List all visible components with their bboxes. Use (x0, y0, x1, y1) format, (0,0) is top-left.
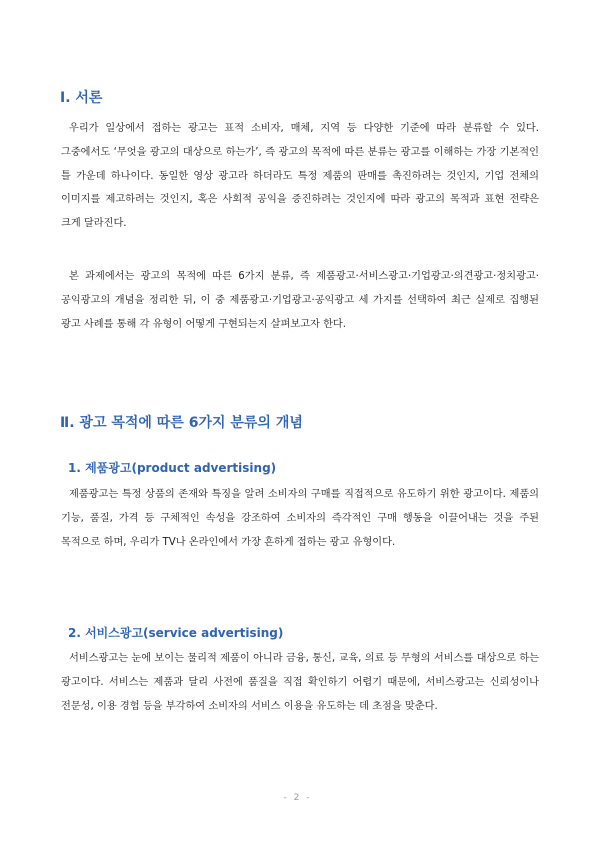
subsection-heading-service-ad: 2. 서비스광고(service advertising) (68, 626, 284, 640)
page-number: - 2 - (283, 793, 312, 803)
section-heading-classification: Ⅱ. 광고 목적에 따른 6가지 분류의 개념 (60, 415, 303, 431)
service-ad-paragraph: 서비스광고는 눈에 보이는 물리적 제품이 아니라 금융, 통신, 교육, 의료 등 무형의 서비스를 대상으로 하는 광고이다. 서비스는 제품과 달리 사전에 품질을 직접 확인하기 어렵기 때문에, 서비스광고는 신뢰성이나 전문성, 이용 경험 등을 부각하여 소비자의 서비스 이용을 유도하는 데 초점을 맞춘다. (61, 653, 539, 712)
intro-paragraph-1: 우리가 일상에서 접하는 광고는 표적 소비자, 매체, 지역 등 다양한 기준에 따라 분류할 수 있다. 그중에서도 ‘무엇을 광고의 대상으로 하는가’, 즉 광고의 목적에 따른 분류는 광고를 이해하는 가장 기본적인 틀 가운데 하나이다. 동일한 영상 광고라 하더라도 특정 제품의 판매를 촉진하려는 것인지, 기업 전체의 이미지를 제고하려는 것인지, 혹은 사회적 공익을 증진하려는 것인지에 따라 광고의 목적과 표현 전략은 크게 달라진다. (61, 123, 539, 230)
section-heading-introduction: Ⅰ. 서론 (60, 90, 103, 106)
product-ad-paragraph: 제품광고는 특정 상품의 존재와 특징을 알려 소비자의 구매를 직접적으로 유도하기 위한 광고이다. 제품의 기능, 품질, 가격 등 구체적인 속성을 강조하여 소비자의 즉각적인 구매 행동을 이끌어내는 것을 주된 목적으로 하며, 우리가 TV나 온라인에서 가장 흔하게 접하는 광고 유형이다. (61, 489, 539, 548)
subsection-heading-product-ad: 1. 제품광고(product advertising) (68, 461, 277, 475)
intro-paragraph-2: 본 과제에서는 광고의 목적에 따른 6가지 분류, 즉 제품광고·서비스광고·기업광고·의견광고·정치광고·공익광고의 개념을 정리한 뒤, 이 중 제품광고·기업광고·공익광고 세 가지를 선택하여 최근 실제로 집행된 광고 사례를 통해 각 유형이 어떻게 구현되는지 살펴보고자 한다. (61, 271, 539, 330)
